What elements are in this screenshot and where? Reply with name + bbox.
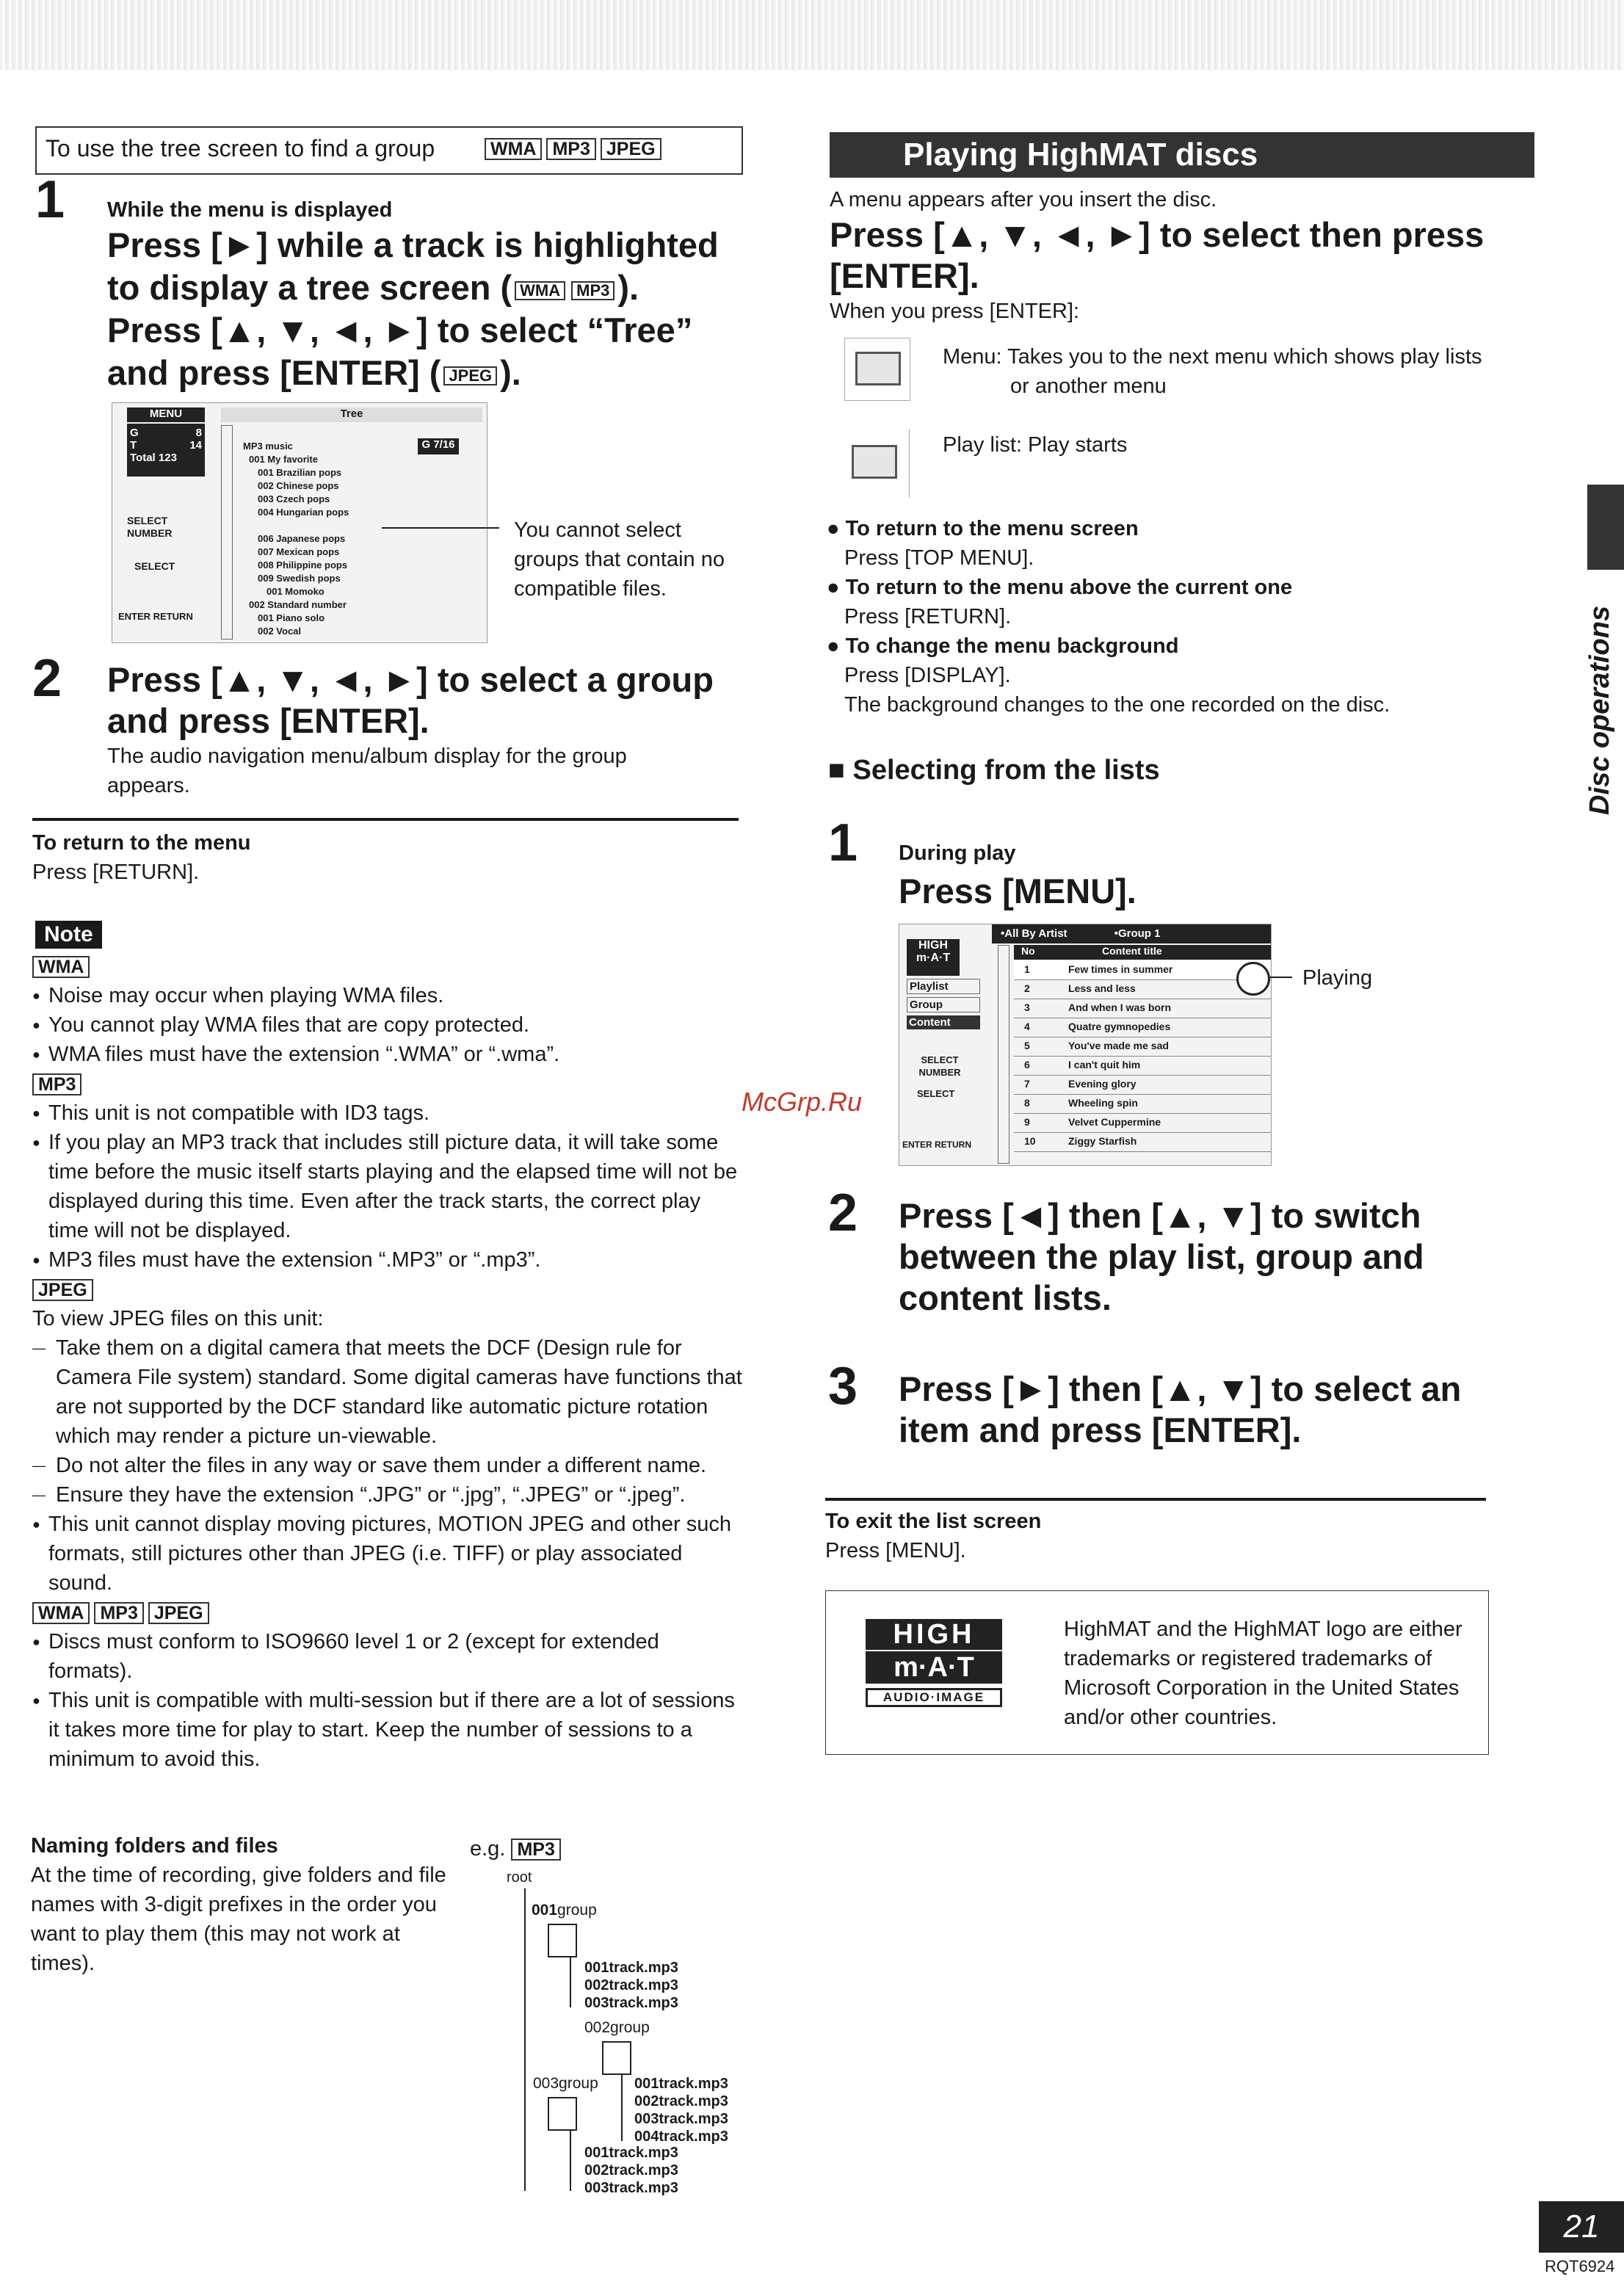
t-label: T (130, 439, 137, 452)
square-bullet-icon: ■ (828, 755, 853, 786)
playing-callout-line (1270, 977, 1292, 978)
enter-return-label: ENTER RETURN (902, 1140, 972, 1150)
step-text: and press [ENTER] ( (107, 353, 441, 392)
file-item: 002track.mp3 (584, 2162, 678, 2178)
section-text: Press [RETURN]. (32, 861, 200, 884)
scrollbar[interactable] (998, 945, 1009, 1164)
tree-item[interactable]: 002 Standard number (249, 599, 347, 610)
tree-item[interactable]: 001 Piano solo (258, 612, 325, 623)
folder-label: 003group (533, 2075, 598, 2092)
list-row[interactable] (1014, 1076, 1271, 1095)
step-text: ). (617, 268, 639, 307)
file-item: 001track.mp3 (584, 1960, 678, 1976)
section-text: Press [MENU]. (825, 1539, 966, 1562)
select-number-label: SELECT NUMBER (918, 1054, 961, 1078)
step-instruction (107, 267, 639, 308)
tree-item[interactable]: 008 Philippine pops (258, 559, 348, 570)
row-title: Ziggy Starfish (1068, 1135, 1137, 1147)
note-item: — Do not alter the files in any way or save them under a different name. (32, 1451, 744, 1480)
select-number-label: SELECT NUMBER (127, 515, 173, 539)
nav-group[interactable]: Group (907, 997, 980, 1013)
tree-box-title: To use the tree screen to find a group (46, 135, 435, 162)
select-label: SELECT (917, 1088, 955, 1099)
list-row[interactable] (1014, 999, 1271, 1018)
step-lead: During play (899, 841, 1016, 865)
tag-mp3: MP3 (32, 1073, 81, 1095)
tag-wma: WMA (485, 138, 542, 160)
row-number: 10 (1024, 1135, 1036, 1147)
tree-item[interactable]: 009 Swedish pops (258, 573, 341, 584)
when-enter-text: When you press [ENTER]: (830, 300, 1080, 323)
tree-item[interactable]: 001 Momoko (267, 586, 325, 597)
row-title: You've made me sad (1068, 1040, 1169, 1051)
row-title: Less and less (1068, 982, 1136, 994)
bullet-text: Press [DISPLAY]. (844, 664, 1011, 687)
tree-screen-box (35, 126, 743, 175)
watermark: McGrp.Ru (742, 1087, 863, 1117)
total-label: Total (130, 452, 156, 464)
row-number: 4 (1024, 1021, 1030, 1032)
row-title: Evening glory (1068, 1078, 1137, 1090)
folder-label: 001group (532, 1902, 597, 1919)
note-item: ● WMA files must have the extension “.WMA” or “.wma”. (32, 1040, 744, 1069)
tag-wma: WMA (32, 1602, 90, 1624)
note-item: ● This unit is not compatible with ID3 tags. (32, 1098, 744, 1128)
nav-playlist[interactable]: Playlist (907, 979, 980, 994)
row-number: 3 (1024, 1001, 1030, 1013)
menu-label: MENU (127, 408, 205, 422)
tree-item[interactable]: 002 Chinese pops (258, 480, 339, 491)
bullet-title: To return to the menu screen (845, 517, 1139, 540)
highmat-mini-logo: HIGH m·A·T (907, 939, 960, 976)
step-instruction: Press [►] while a track is highlighted (107, 225, 719, 264)
section-banner (830, 132, 1534, 178)
note-label: Note (35, 921, 102, 949)
folder-icon (548, 1924, 577, 1957)
tag-jpeg: JPEG (443, 366, 497, 385)
note-item: ● Discs must conform to ISO9660 level 1 or 2 (except for extended formats). (32, 1627, 744, 1686)
row-title: I can't quit him (1068, 1059, 1141, 1071)
tag-wma: WMA (515, 281, 565, 300)
list-row[interactable] (1014, 1018, 1271, 1037)
main-instruction: Press [▲, ▼, ◄, ►] to select then press [ENTER]. (830, 215, 1485, 295)
list-rows (1014, 961, 1271, 1152)
step-number: 1 (35, 170, 65, 229)
note-item: ● This unit is compatible with multi-session but if there are a lot of sessions it takes more time for play to start. Keep the number of sessions to a minimum to avoid this. (32, 1686, 744, 1774)
step-number: 1 (828, 814, 858, 872)
col-no: No (1021, 945, 1035, 957)
g-label: G (130, 427, 139, 439)
step-lead: While the menu is displayed (107, 198, 393, 222)
note-item: — Take them on a digital camera that meets the DCF (Design rule for Camera File system) standard. Some digital cameras have functions that are not supported by the DCF standard like automatic picture rotation which may render a picture un-viewable. (32, 1333, 744, 1451)
select-label: SELECT (134, 560, 175, 572)
step-line: item and press [ENTER]. (899, 1410, 1302, 1449)
folder-icon (602, 2041, 631, 2075)
tree-screen-illustration (112, 402, 487, 643)
step-number: 3 (828, 1357, 858, 1416)
root-label: root (507, 1869, 532, 1886)
list-screen-illustration (899, 924, 1272, 1166)
tag-wma: WMA (32, 956, 90, 978)
note-item: ● If you play an MP3 track that includes still picture data, it will take some time before the music itself starts playing and the elapsed time will not be displayed during this time. Even after the track starts, the correct play time will not be displayed. (32, 1128, 744, 1245)
row-number: 1 (1024, 963, 1030, 975)
logo-top: HIGH (866, 1619, 1002, 1650)
playing-indicator-icon (1236, 962, 1270, 996)
trademark-box (825, 1590, 1489, 1755)
note-text: To view JPEG files on this unit: (32, 1307, 324, 1330)
tag-mp3: MP3 (546, 138, 595, 160)
note-item: ● You cannot play WMA files that are copy protected. (32, 1010, 744, 1040)
g-value: 8 (195, 427, 202, 439)
row-number: 6 (1024, 1059, 1030, 1071)
menu-description: Menu: Takes you to the next menu which shows play lists (943, 345, 1482, 369)
enter-return-label: ENTER RETURN (118, 611, 193, 622)
divider (825, 1498, 1486, 1501)
step-text: to display a tree screen ( (107, 268, 512, 307)
t-value: 14 (189, 439, 202, 452)
list-columns (1014, 945, 1271, 960)
step-instruction: Press [▲, ▼, ◄, ►] to select a group (107, 660, 714, 699)
tree-item[interactable]: 001 My favorite (249, 454, 318, 465)
intro-text: A menu appears after you insert the disc. (830, 188, 1217, 211)
doc-code: RQT6924 (1545, 2257, 1615, 2275)
tree-item[interactable]: 001 Brazilian pops (258, 467, 342, 478)
step-instruction: and press [ENTER]. (107, 701, 429, 740)
tree-item[interactable]: MP3 music (243, 441, 293, 452)
header-group: •Group 1 (1114, 927, 1161, 940)
note-item: — Ensure they have the extension “.JPG” or “.jpg”, “.JPEG” or “.jpeg”. (32, 1480, 744, 1510)
step-line: between the play list, group and (899, 1237, 1424, 1276)
file-list (584, 1959, 678, 2012)
list-row[interactable] (1014, 1057, 1271, 1076)
row-title: Wheeling spin (1068, 1097, 1138, 1109)
file-list (634, 2075, 728, 2145)
bullet-text: The background changes to the one recorded on the disc. (844, 693, 1391, 717)
file-item: 001track.mp3 (634, 2076, 728, 2092)
tag-mp3: MP3 (511, 1839, 560, 1861)
list-row[interactable] (1014, 1037, 1271, 1057)
page-number: 21 (1539, 2201, 1624, 2253)
file-item: 001track.mp3 (584, 2145, 678, 2161)
step-line: Press [►] then [▲, ▼] to select an (899, 1369, 1462, 1408)
step-text: ). (500, 353, 521, 392)
menu-description: or another menu (1010, 374, 1167, 398)
file-item: 002track.mp3 (584, 1977, 678, 1993)
row-number: 9 (1024, 1116, 1030, 1128)
col-title: Content title (1102, 945, 1162, 957)
folder-label: 002group (584, 2019, 650, 2036)
row-title: Quatre gymnopedies (1068, 1021, 1171, 1032)
playing-label: Playing (1302, 966, 1373, 990)
row-title: Few times in summer (1068, 963, 1173, 975)
folder-icon (548, 2097, 577, 2131)
step-description: The audio navigation menu/album display for the group appears. (107, 745, 627, 797)
section-title: To exit the list screen (825, 1510, 1042, 1533)
group-badge: G 7/16 (418, 438, 459, 454)
tag-mp3: MP3 (94, 1602, 143, 1624)
tag-jpeg: JPEG (32, 1279, 93, 1301)
note-item: ● MP3 files must have the extension “.MP3” or “.mp3”. (32, 1245, 744, 1275)
list-row[interactable] (1014, 1095, 1271, 1114)
row-number: 8 (1024, 1097, 1030, 1109)
file-item: 003track.mp3 (584, 1995, 678, 2011)
file-item: 004track.mp3 (634, 2129, 728, 2145)
file-list (584, 2144, 678, 2197)
row-title: And when I was born (1068, 1001, 1172, 1013)
side-tab-marker (1587, 485, 1624, 570)
bullet-text: Press [TOP MENU]. (844, 546, 1034, 570)
note-item: ● This unit cannot display moving pictures, MOTION JPEG and other such formats, still pictures other than JPEG (i.e. TIFF) or play associated sound. (32, 1510, 744, 1598)
step-line: content lists. (899, 1278, 1112, 1317)
header-artist: •All By Artist (1001, 927, 1067, 940)
menu-icon (844, 338, 910, 401)
total-value: 123 (158, 452, 177, 464)
trademark-text: HighMAT and the HighMAT logo are either trademarks or registered trademarks of Microsoft Corporation in the United States and/or other countries. (1064, 1618, 1462, 1729)
bullet-text: Press [RETURN]. (844, 605, 1012, 629)
naming-text: At the time of recording, give folders and file names with 3-digit prefixes in the order you want to play them (this may not work at times). (31, 1863, 446, 1975)
divider (32, 818, 739, 821)
file-item: 003track.mp3 (634, 2111, 728, 2127)
file-item: 002track.mp3 (634, 2093, 728, 2109)
highmat-logo (866, 1619, 1002, 1716)
tree-item[interactable]: 007 Mexican pops (258, 546, 340, 557)
playlist-icon (844, 429, 910, 498)
nav-content[interactable]: Content (907, 1015, 980, 1029)
callout-text: You cannot select groups that contain no compatible files. (514, 518, 725, 601)
bullet-title: To change the menu background (845, 634, 1179, 658)
tag-jpeg: JPEG (601, 138, 661, 160)
side-tab-label: Disc operations (1584, 605, 1615, 815)
scrollbar[interactable] (221, 425, 233, 640)
list-row[interactable] (1014, 961, 1271, 980)
tree-list (243, 440, 412, 638)
return-bullets: ● To return to the menu screen Press [TOP MENU]. ● To return to the menu above the current one Press [RETURN]. ● To change the menu background Press [DISPLAY]. The background changes to the one recorded on the disc. (827, 514, 1531, 720)
file-item: 003track.mp3 (584, 2180, 678, 2196)
list-row[interactable] (1014, 1114, 1271, 1133)
naming-title: Naming folders and files (31, 1834, 278, 1858)
step-instruction (107, 352, 521, 394)
logo-mid: m·A·T (866, 1650, 1002, 1684)
eg-text: e.g. (470, 1837, 506, 1861)
bullet-title: To return to the menu above the current one (845, 576, 1293, 599)
tag-mp3: MP3 (571, 281, 615, 300)
row-number: 5 (1024, 1040, 1030, 1051)
example-label (470, 1837, 565, 1861)
step-instruction: Press [▲, ▼, ◄, ►] to select “Tree” (107, 311, 693, 349)
tree-item[interactable]: 006 Japanese pops (258, 533, 346, 544)
note-item: ● Noise may occur when playing WMA files. (32, 981, 744, 1010)
selecting-heading (828, 755, 1160, 786)
menu-counters (127, 424, 205, 477)
list-header (992, 924, 1271, 943)
logo-bottom: AUDIO·IMAGE (866, 1688, 1002, 1707)
playlist-description: Play list: Play starts (943, 433, 1128, 457)
step-instruction (899, 1195, 1424, 1319)
section-title: To return to the menu (32, 831, 251, 855)
row-number: 2 (1024, 982, 1030, 994)
heading-text: Selecting from the lists (852, 755, 1160, 786)
list-row[interactable] (1014, 1133, 1271, 1152)
tree-item[interactable]: 002 Vocal (258, 626, 302, 637)
step-number: 2 (828, 1184, 858, 1242)
top-scan-texture (0, 0, 1624, 70)
nav-list (907, 979, 980, 1029)
list-row[interactable] (1014, 980, 1271, 999)
step-instruction: Press [MENU]. (899, 872, 1137, 910)
row-title: Velvet Cuppermine (1068, 1116, 1161, 1128)
tag-jpeg: JPEG (148, 1602, 209, 1624)
note-content (32, 952, 744, 1774)
row-number: 7 (1024, 1078, 1030, 1090)
tree-title: Tree (221, 408, 482, 422)
callout-line (382, 527, 499, 529)
step-number: 2 (32, 649, 62, 708)
step-line: Press [◄] then [▲, ▼] to switch (899, 1196, 1421, 1235)
tree-item[interactable]: 003 Czech pops (258, 493, 330, 504)
step-instruction (899, 1369, 1461, 1451)
banner-title: Playing HighMAT discs (903, 137, 1258, 173)
tree-item[interactable]: 004 Hungarian pops (258, 507, 349, 518)
